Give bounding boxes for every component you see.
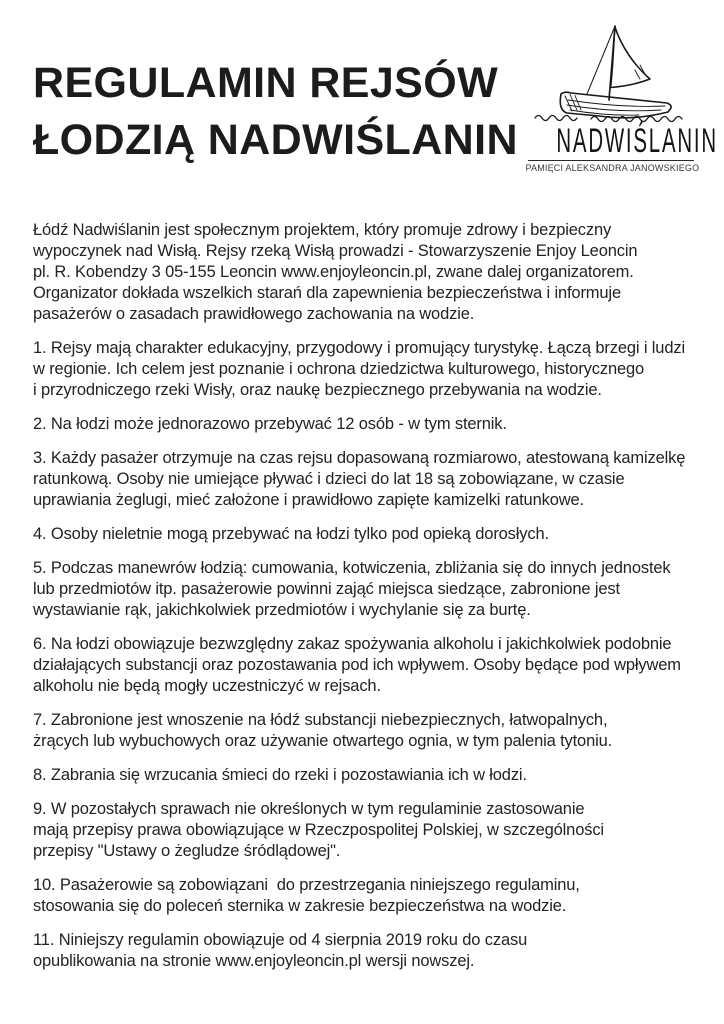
logo-divider [528, 160, 694, 161]
paragraph: 1. Rejsy mają charakter edukacyjny, przygodowy i promujący turystykę. Łączą brzegi i ludzi w regionie. Ich celem jest poznanie i ochrona dziedzictwa kulturowego, historycznego i przyrodniczego rzeki Wisły, oraz naukę bezpiecznego przebywania na wodzie. [33, 339, 685, 399]
paragraph: 2. Na łodzi może jednorazowo przebywać 12 osób - w tym sternik. [33, 415, 507, 433]
paragraph: 9. W pozostałych sprawach nie określonych w tym regulaminie zastosowanie mają przepisy prawa obowiązujące w Rzeczpospolitej Polskiej, w szczególności przepisy "Ustawy o żegludze śródlądowej". [33, 800, 604, 860]
paragraph: Łódź Nadwiślanin jest społecznym projektem, który promuje zdrowy i bezpieczny wypoczynek nad Wisłą. Rejsy rzeką Wisłą prowadzi - Stowarzyszenie Enjoy Leoncin pl. R. Kobendzy 3 05-155 Leoncin www.enjoyleoncin.pl, zwane dalej organizatorem. Organizator dokłada wszelkich starań dla zapewnienia bezpieczeństwa i informuje pasażerów o zasadach prawidłowego zachowania na wodzie. [33, 221, 638, 323]
page-title-line1: REGULAMIN REJSÓW [33, 59, 499, 107]
paragraph: 5. Podczas manewrów łodzią: cumowania, kotwiczenia, zbliżania się do innych jednostek lub przedmiotów itp. pasażerowie powinni zająć miejsca siedzące, zabronione jest wystawianie rąk, jakichkolwiek przedmiotów i wychylanie się za burtę. [33, 559, 671, 619]
regulations-text [33, 220, 724, 985]
logo [520, 20, 718, 175]
paragraph: 6. Na łodzi obowiązuje bezwzględny zakaz spożywania alkoholu i jakichkolwiek podobnie działających substancji oraz pozostawania pod ich wpływem. Osoby będące pod wpływem alkoholu nie będą mogły uczestniczyć w rejsach. [33, 635, 681, 695]
paragraph: 8. Zabrania się wrzucania śmieci do rzeki i pozostawiania ich w łodzi. [33, 766, 527, 784]
sailboat-sketch-icon [521, 20, 701, 124]
logo-wordmark: NADWIŚLANIN [556, 122, 718, 160]
paragraph: 4. Osoby nieletnie mogą przebywać na łodzi tylko pod opieką dorosłych. [33, 525, 549, 543]
paragraph: 3. Każdy pasażer otrzymuje na czas rejsu dopasowaną rozmiarowo, atestowaną kamizelkę ratunkową. Osoby nie umiejące pływać i dzieci do lat 18 są zobowiązane, w czasie uprawiania żeglugi, mieć założone i prawidłowo zapięte kamizelki ratunkowe. [33, 449, 686, 509]
logo-subtitle: PAMIĘCI ALEKSANDRA JANOWSKIEGO [525, 163, 700, 174]
page-title-line2: ŁODZIĄ NADWIŚLANIN [33, 116, 518, 164]
page-title [33, 55, 518, 169]
paragraph: 11. Niniejszy regulamin obowiązuje od 4 sierpnia 2019 roku do czasu opublikowania na stronie www.enjoyleoncin.pl wersji nowszej. [33, 931, 528, 970]
paragraph: 7. Zabronione jest wnoszenie na łódź substancji niebezpiecznych, łatwopalnych, żrących lub wybuchowych oraz używanie otwartego ognia, w tym palenia tytoniu. [33, 711, 613, 750]
paragraph: 10. Pasażerowie są zobowiązani do przestrzegania niniejszego regulaminu, stosowania się do poleceń sternika w zakresie bezpieczeństwa na wodzie. [33, 876, 580, 915]
